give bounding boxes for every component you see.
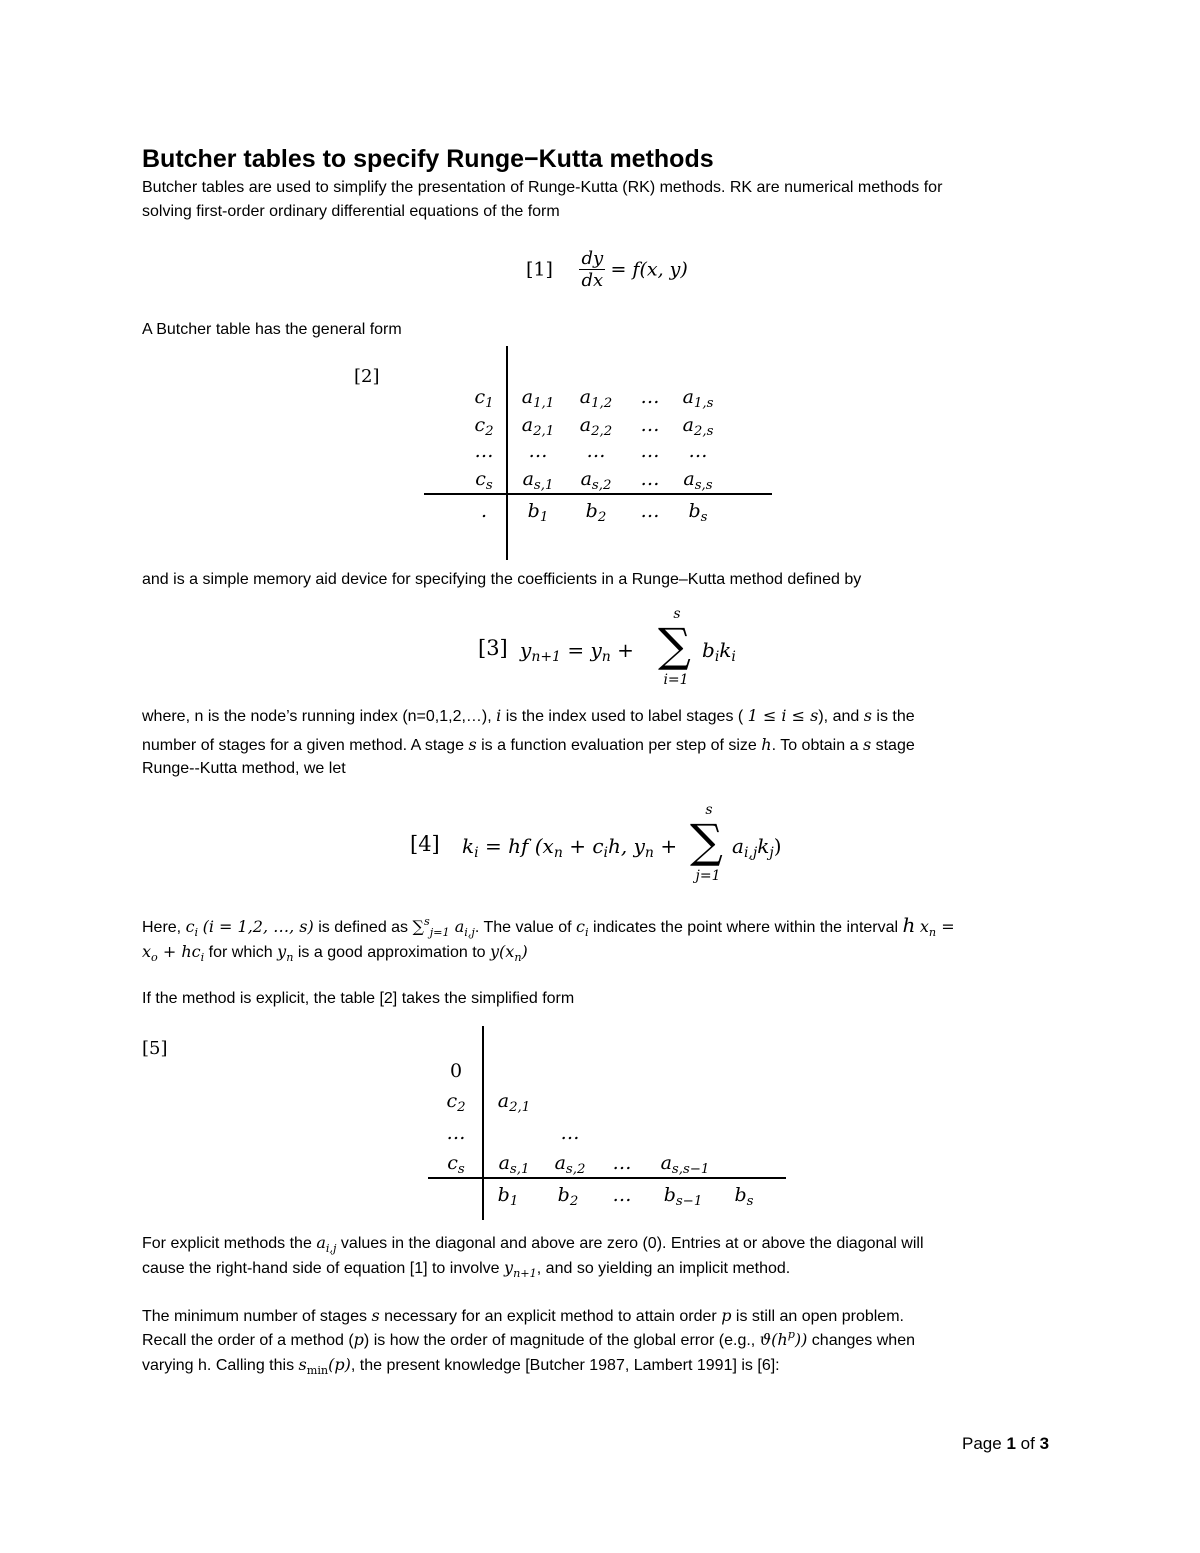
table-cell: $b_1$ (527, 500, 549, 525)
where-line-3: Runge--Kutta method, we let (142, 760, 346, 777)
table-cell: … (612, 1152, 632, 1174)
table-horizontal-rule (424, 493, 772, 495)
page-footer (962, 1432, 1049, 1456)
equation-label: [3] (478, 636, 508, 660)
summation-icon: ∑ (690, 814, 723, 868)
where-line-1: where, n is the node’s running index (n=0,1,2,…), i is the index used to label stages ( 1 ≤ i ≤ s), and s is the (142, 706, 915, 725)
table-cell: … (586, 440, 606, 462)
butcher-table-general (424, 346, 774, 562)
here-line-2: $x_o + hc_i$ for which $y_n$ is a good approximation to $y(x_n)$ (142, 942, 528, 964)
here-line-1: Here, $c_i$ (i = 1,2, …, s) is defined as ∑$^s_{j=1}$ $a_{i,j}$. The value of $c_i$ indicates the point where within the interval h $x_n$ = (142, 913, 955, 939)
summation-icon: ∑ (658, 618, 691, 672)
memory-aid-text: and is a simple memory aid device for specifying the coefficients in a Runge–Kutta method defined by (142, 571, 862, 588)
table-cell: … (474, 440, 494, 462)
table-cell: $b_s$ (734, 1184, 754, 1209)
table-cell: $b_{s-1}$ (663, 1184, 703, 1209)
table-cell: … (640, 440, 660, 462)
equation-label: [4] (410, 832, 440, 856)
sum-upper-limit: s (673, 606, 681, 622)
table-cell: $a_{1,2}$ (579, 386, 613, 411)
explicit-para-line-2: cause the right-hand side of equation [1] to involve $y_{n+1}$, and so yielding an implicit method. (142, 1258, 791, 1280)
page-title: Butcher tables to specify Runge−Kutta methods (142, 145, 714, 173)
general-form-text: A Butcher table has the general form (142, 321, 402, 338)
equation-rhs: = f(x, y) (610, 258, 688, 281)
sum-upper-limit: s (705, 802, 713, 818)
table-cell: $b_1$ (497, 1184, 519, 1209)
table-cell: $c_s$ (475, 468, 493, 493)
table-cell: $a_{1,1}$ (521, 386, 555, 411)
sum-lower-limit: j=1 (695, 868, 721, 884)
explicit-intro-text: If the method is explicit, the table [2] takes the simplified form (142, 990, 575, 1007)
equation-label: [2] (354, 366, 380, 387)
equation-3 (478, 606, 778, 692)
table-cell: … (640, 414, 660, 436)
table-cell: $b_2$ (585, 500, 607, 525)
table-cell: 0 (449, 1060, 463, 1082)
table-cell: … (560, 1122, 580, 1144)
min-stages-line-2: Recall the order of a method (p) is how the order of magnitude of the global error (e.g., $ϑ(h^p)$) changes when (142, 1328, 915, 1349)
table-cell: $c_2$ (474, 414, 494, 439)
sum-term: $b_ik_i$ (702, 638, 736, 665)
table-cell: $b_s$ (688, 500, 708, 525)
footer-total-pages: 3 (1039, 1434, 1050, 1453)
table-cell: $a_{2,1}$ (521, 414, 555, 439)
table-cell: $a_{s,s-1}$ (660, 1152, 710, 1177)
table-cell: … (612, 1184, 632, 1206)
sum-lower-limit: i=1 (663, 672, 689, 688)
min-stages-line-1: The minimum number of stages s necessary for an explicit method to attain order p is still an open problem. (142, 1306, 904, 1325)
explicit-para-line-1: For explicit methods the $a_{i,j}$ values in the diagonal and above are zero (0). Entries at or above the diagonal will (142, 1233, 924, 1255)
equation-label: [1] (526, 258, 553, 281)
equation-label: [5] (142, 1038, 168, 1059)
table-cell: $a_{2,s}$ (682, 414, 714, 439)
intro-line-2: solving first-order ordinary differential equations of the form (142, 203, 560, 220)
table-cell: . (480, 500, 488, 522)
table-cell: $a_{s,2}$ (580, 468, 612, 493)
table-cell: … (640, 386, 660, 408)
footer-of: of (1020, 1434, 1035, 1453)
table-cell: $a_{2,1}$ (497, 1090, 531, 1115)
footer-current-page: 1 (1006, 1434, 1016, 1453)
min-stages-line-3: varying h. Calling this $s_{min}(p)$, the present knowledge [Butcher 1987, Lambert 1991] is [6]: (142, 1355, 780, 1377)
fraction-denominator: dx (581, 270, 604, 291)
table-cell: $b_2$ (557, 1184, 579, 1209)
table-cell: $c_1$ (474, 386, 494, 411)
fraction-numerator: dy (581, 248, 604, 269)
footer-prefix: Page (962, 1434, 1002, 1453)
table-cell: … (640, 468, 660, 490)
derivative-fraction (579, 248, 605, 291)
butcher-table-explicit (428, 1026, 788, 1222)
equation-lhs: $y_{n+1} = y_n$ + (520, 638, 634, 665)
table-cell: $a_{s,1}$ (498, 1152, 530, 1177)
table-horizontal-rule (428, 1177, 786, 1179)
intro-line-1: Butcher tables are used to simplify the presentation of Runge-Kutta (RK) methods. RK are numerical methods for (142, 179, 943, 196)
equation-lhs: $k_i$ = hf ($x_n + c_ih$, $y_n$ + (462, 834, 678, 861)
table-cell: $a_{1,s}$ (682, 386, 714, 411)
table-cell: $c_s$ (447, 1152, 465, 1177)
where-line-2: number of stages for a given method. A stage s is a function evaluation per step of size h. To obtain a s stage (142, 735, 915, 754)
table-cell: … (688, 440, 708, 462)
table-cell: … (640, 500, 660, 522)
sum-term: $a_{i,j}k_j$) (732, 834, 782, 861)
table-cell: $c_2$ (446, 1090, 466, 1115)
equation-4 (410, 802, 810, 888)
table-cell: $a_{2,2}$ (579, 414, 613, 439)
table-cell: … (446, 1122, 466, 1144)
table-cell: … (528, 440, 548, 462)
table-cell: $a_{s,2}$ (554, 1152, 586, 1177)
table-cell: $a_{s,1}$ (522, 468, 554, 493)
equation-1 (526, 248, 688, 291)
table-cell: $a_{s,s}$ (683, 468, 713, 493)
